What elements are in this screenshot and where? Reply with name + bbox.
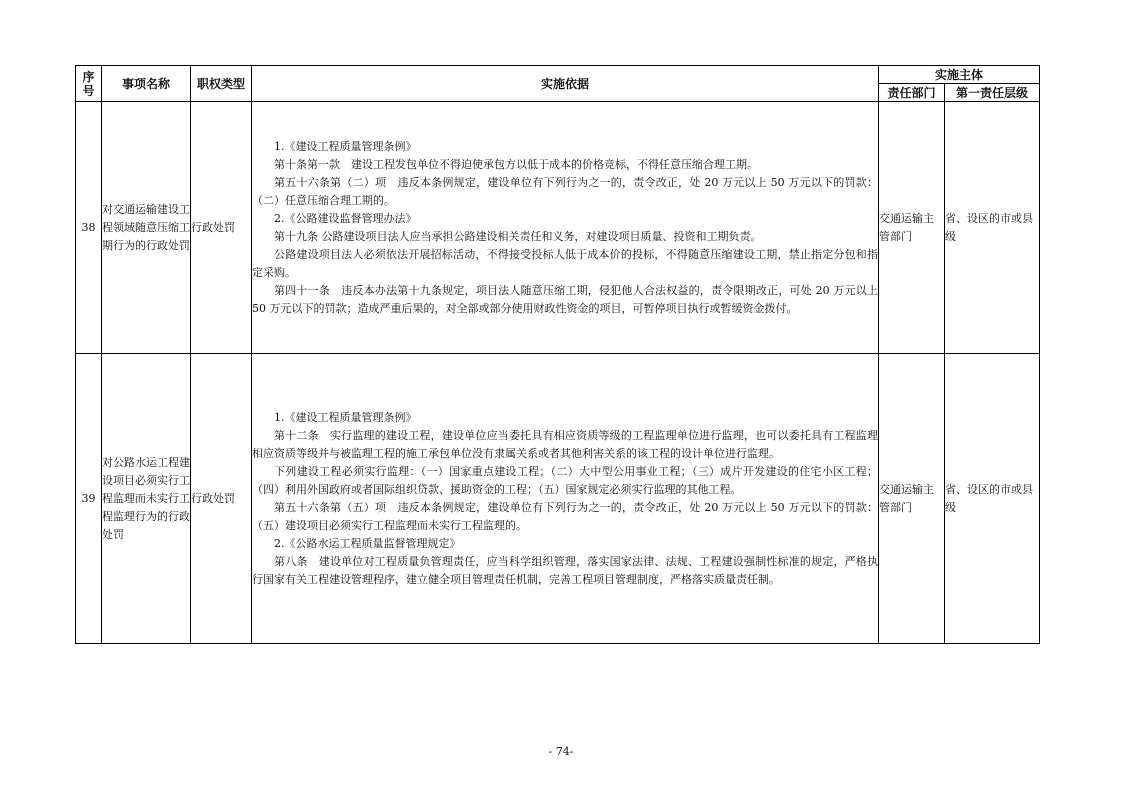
basis-paragraph: 第十二条 实行监理的建设工程，建设单位应当委托具有相应资质等级的工程监理单位进行监理，也可以委托具有工程监理相应资质等级并与被监理工程的施工承包单位没有隶属关系或者其他利害关系的该工程的设计单位进行监理。: [252, 428, 878, 460]
basis-paragraph: 2.《公路水运工程质量监督管理规定》: [274, 536, 461, 550]
basis-paragraph: 下列建设工程必须实行监理：（一）国家重点建设工程；（二）大中型公用事业工程；（三）成片开发建设的住宅小区工程；（四）利用外国政府或者国际组织贷款、援助资金的工程；（五）国家规定必须实行监理的其他工程。: [252, 464, 878, 496]
header-subject: 实施主体: [879, 66, 1040, 84]
page-number: - 74-: [548, 745, 574, 758]
basis-paragraph: 第八条 建设单位对工程质量负管理责任，应当科学组织管理，落实国家法律、法规、工程建设强制性标准的规定，严格执行国家有关工程建设管理程序，建立健全项目管理责任机制，完善工程项目管理制度，严格落实质量责任制。: [252, 554, 878, 586]
header-name: 事项名称: [102, 66, 191, 102]
row-seq: 39: [76, 354, 102, 644]
basis-paragraph: 第十条第一款 建设工程发包单位不得迫使承包方以低于成本的价格竞标，不得任意压缩合理工期。: [274, 157, 758, 171]
basis-paragraph: 2.《公路建设监督管理办法》: [274, 211, 417, 225]
basis-paragraph: 第十九条 公路建设项目法人应当承担公路建设相关责任和义务，对建设项目质量、投资和工期负责。: [274, 229, 762, 243]
row-dept: 交通运输主管部门: [879, 102, 945, 354]
table-row: [76, 354, 1040, 644]
basis-paragraph: 1.《建设工程质量管理条例》: [274, 410, 417, 424]
row-dept: 交通运输主管部门: [879, 354, 945, 644]
row-type: 行政处罚: [191, 354, 252, 644]
row-seq: 38: [76, 102, 102, 354]
basis-paragraph: 公路建设项目法人必须依法开展招标活动，不得接受投标人低于成本价的投标，不得随意压缩建设工期，禁止指定分包和指定采购。: [252, 247, 878, 279]
row-level: 省、设区的市或县级: [945, 354, 1040, 644]
basis-paragraph: 第五十六条第（二）项 违反本条例规定，建设单位有下列行为之一的，责令改正，处 20 万元以上 50 万元以下的罚款：（二）任意压缩合理工期的。: [252, 175, 878, 207]
basis-paragraph: 1.《建设工程质量管理条例》: [274, 139, 417, 153]
header-type: 职权类型: [191, 66, 252, 102]
row-basis: [252, 354, 879, 644]
enforcement-table: [75, 65, 1040, 644]
header-seq: 序 号: [76, 66, 102, 102]
row-name: 对交通运输建设工程领域随意压缩工期行为的行政处罚: [102, 102, 191, 354]
basis-paragraph: 第五十六条第（五）项 违反本条例规定，建设单位有下列行为之一的，责令改正，处 20 万元以上 50 万元以下的罚款：（五）建设项目必须实行工程监理而未实行工程监理的。: [252, 500, 878, 532]
basis-paragraph: 第四十一条 违反本办法第十九条规定，项目法人随意压缩工期，侵犯他人合法权益的，责令限期改正，可处 20 万元以上 50 万元以下的罚款；造成严重后果的，对全部或部分使用财政性资金的项目，可暂停项目执行或暂缓资金拨付。: [252, 283, 878, 315]
header-dept: 责任部门: [879, 84, 945, 102]
table-row: [76, 102, 1040, 354]
row-basis: [252, 102, 879, 354]
row-level: 省、设区的市或县级: [945, 102, 1040, 354]
row-type: 行政处罚: [191, 102, 252, 354]
row-name: 对公路水运工程建设项目必须实行工程监理而未实行工程监理行为的行政处罚: [102, 354, 191, 644]
header-level: 第一责任层级: [945, 84, 1040, 102]
header-basis: 实施依据: [252, 66, 879, 102]
